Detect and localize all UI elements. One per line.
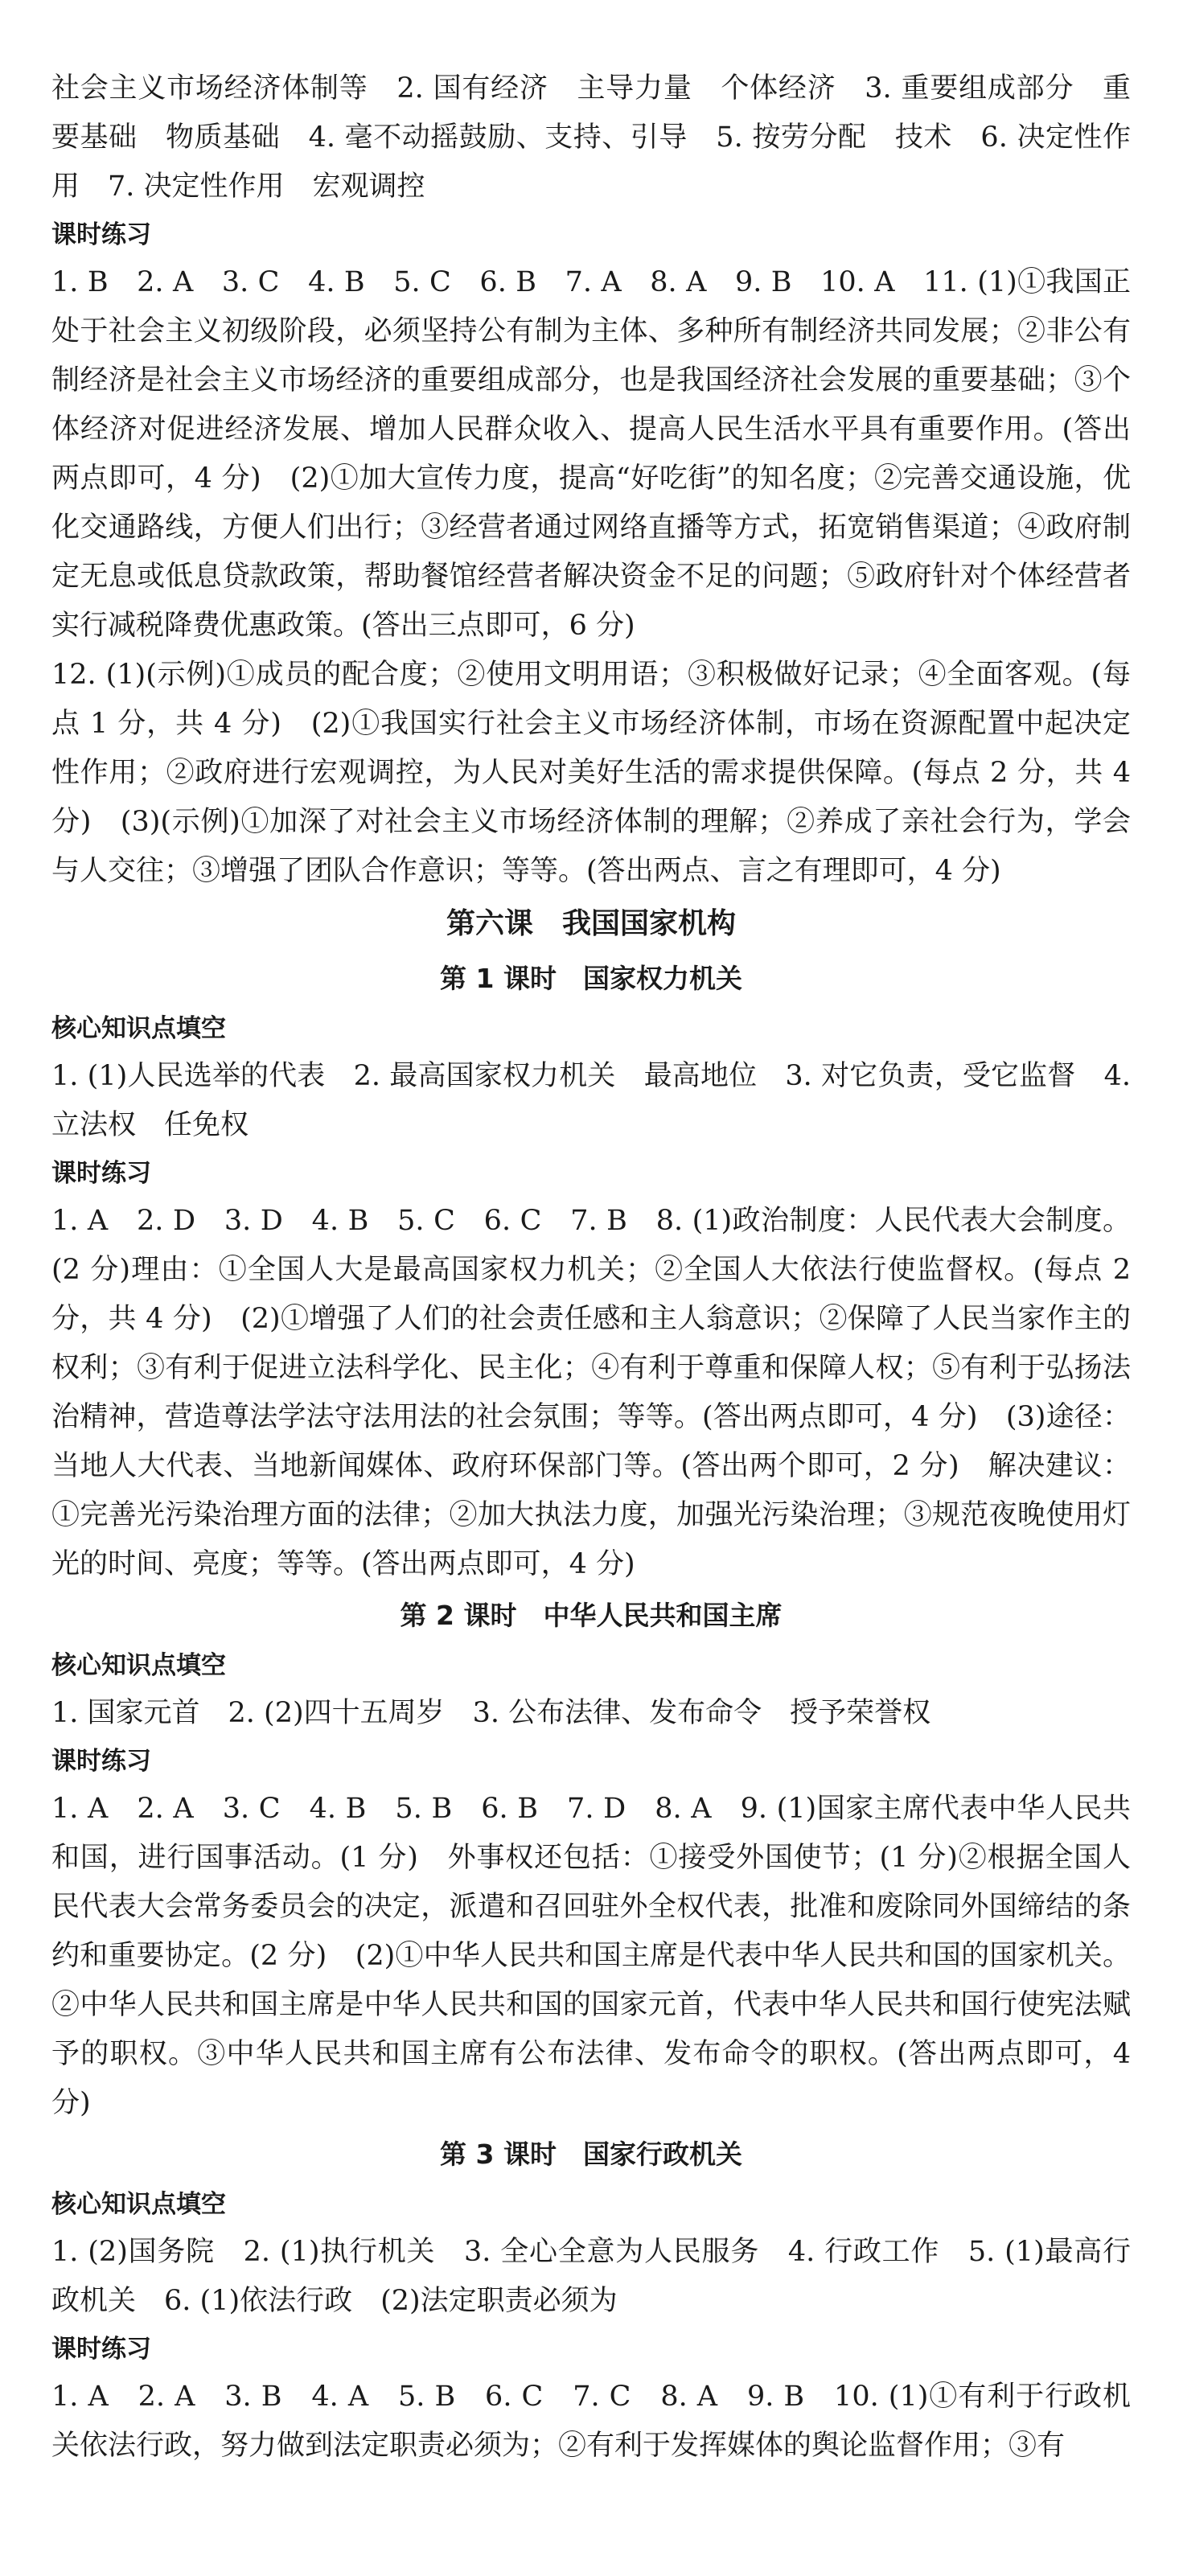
period-2-practice-text: 1. A 2. A 3. C 4. B 5. B 6. B 7. D 8. A 9. (1)国家主席代表中华人民共和国，进行国事活动。(1 分) 外事权还包括：①接受外国使节；(1 分)②根据全国人民代表大会常务委员会的决定，派遣和召回驻外全权代表，批准和废除同外国缔结的条约和重要协定。(2 分) (2)①中华人民共和国主席是代表中华人民共和国的国家机关。②中华人民共和国主席是中华人民共和国的国家元首，代表中华人民共和国行使宪法赋予的职权。③中华人民共和国主席有公布法律、发布命令的职权。(答出两点即可，4 分)	[51, 1793, 1131, 2119]
practice-heading-1: 课时练习	[51, 220, 151, 249]
period-1-practice-text: 1. A 2. D 3. D 4. B 5. C 6. C 7. B 8. (1)政治制度：人民代表大会制度。(2 分)理由：①全国人大是最高国家权力机关；②全国人大依法行使监督权。(每点 2 分，共 4 分) (2)①增强了人们的社会责任感和主人翁意识；②保障了人民当家作主的权利；③有利于促进立法科学化、民主化；④有利于尊重和保障人权；⑤有利于弘扬法治精神，营造尊法学法守法用法的社会氛围；等等。(答出两点即可，4 分) (3)途径：当地人大代表、当地新闻媒体、政府环保部门等。(答出两个即可，2 分) 解决建议：①完善光污染治理方面的法律；②加大执法力度，加强光污染治理；③规范夜晚使用灯光的时间、亮度；等等。(答出两点即可，4 分)	[51, 1205, 1131, 1580]
period-3-practice-text: 1. A 2. A 3. B 4. A 5. B 6. C 7. C 8. A 9. B 10. (1)①有利于行政机关依法行政，努力做到法定职责必须为；②有利于发挥媒体的舆论监督作用；③有	[51, 2381, 1131, 2462]
lesson-6-title: 第六课 我国国家机构	[446, 907, 736, 940]
period-3-practice-heading: 课时练习	[51, 2335, 151, 2364]
period-1-title: 第 1 课时 国家权力机关	[440, 963, 742, 994]
period-3-fill-text: 1. (2)国务院 2. (1)执行机关 3. 全心全意为人民服务 4. 行政工作 5. (1)最高行政机关 6. (1)依法行政 (2)法定职责必须为	[51, 2236, 1131, 2317]
period-2-fill-heading: 核心知识点填空	[51, 1651, 226, 1680]
period-1-practice-heading: 课时练习	[51, 1159, 151, 1188]
period-1-fill-heading: 核心知识点填空	[51, 1014, 226, 1043]
period-3-title: 第 3 课时 国家行政机关	[440, 2138, 742, 2170]
intro-paragraph: 社会主义市场经济体制等 2. 国有经济 主导力量 个体经济 3. 重要组成部分 重要基础 物质基础 4. 毫不动摇鼓励、支持、引导 5. 按劳分配 技术 6. 决定性作用 7. 决定性作用 宏观调控	[51, 72, 1131, 203]
period-3-fill-heading: 核心知识点填空	[51, 2190, 226, 2219]
period-2-practice-heading: 课时练习	[51, 1747, 151, 1776]
period-2-title: 第 2 课时 中华人民共和国主席	[400, 1600, 783, 1631]
practice-1-q12: 12. (1)(示例)①成员的配合度；②使用文明用语；③积极做好记录；④全面客观。(每点 1 分，共 4 分) (2)①我国实行社会主义市场经济体制，市场在资源配置中起决定性作用；②政府进行宏观调控，为人民对美好生活的需求提供保障。(每点 2 分，共 4 分) (3)(示例)①加深了对社会主义市场经济体制的理解；②养成了亲社会行为，学会与人交往；③增强了团队合作意识；等等。(答出两点、言之有理即可，4 分)	[51, 659, 1131, 887]
practice-1-q1-11: 1. B 2. A 3. C 4. B 5. C 6. B 7. A 8. A 9. B 10. A 11. (1)①我国正处于社会主义初级阶段，必须坚持公有制为主体、多种所有制经济共同发展；②非公有制经济是社会主义市场经济的重要组成部分，也是我国经济社会发展的重要基础；③个体经济对促进经济发展、增加人民群众收入、提高人民生活水平具有重要作用。(答出两点即可，4 分) (2)①加大宣传力度，提高“好吃街”的知名度；②完善交通设施，优化交通路线，方便人们出行；③经营者通过网络直播等方式，拓宽销售渠道；④政府制定无息或低息贷款政策，帮助餐馆经营者解决资金不足的问题；⑤政府针对个体经营者实行减税降费优惠政策。(答出三点即可，6 分)	[51, 266, 1131, 642]
period-1-fill-text: 1. (1)人民选举的代表 2. 最高国家权力机关 最高地位 3. 对它负责，受它监督 4. 立法权 任免权	[51, 1060, 1131, 1141]
period-2-fill-text: 1. 国家元首 2. (2)四十五周岁 3. 公布法律、发布命令 授予荣誉权	[51, 1697, 931, 1729]
